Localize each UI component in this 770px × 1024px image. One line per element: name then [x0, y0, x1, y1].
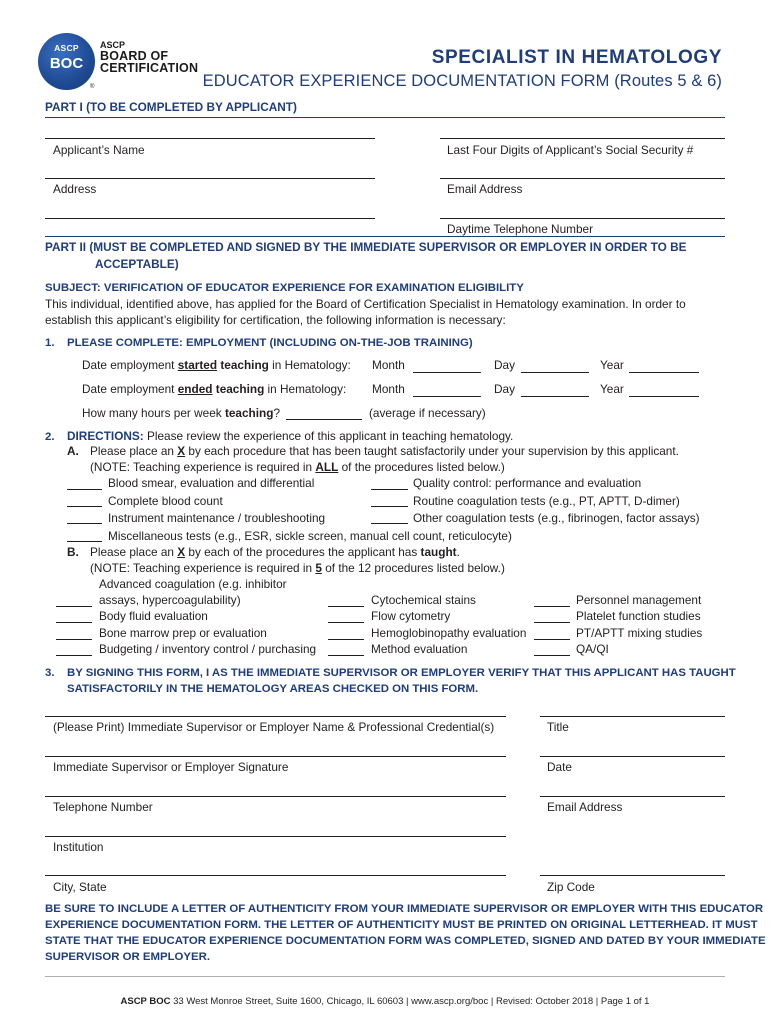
section3-text-line1: BY SIGNING THIS FORM, I AS THE IMMEDIATE SUPERVISOR OR EMPLOYER VERIFY THAT THIS APPLICANT HAS TAUGHT: [67, 667, 736, 679]
email-line[interactable]: [440, 178, 725, 179]
institution-line[interactable]: [45, 836, 506, 837]
part-b-instruction: Please place an X by each of the procedures the applicant has taught.: [90, 545, 460, 559]
subject-line: SUBJECT: VERIFICATION OF EDUCATOR EXPERIENCE FOR EXAMINATION ELIGIBILITY: [45, 282, 524, 294]
hours-per-week-label: How many hours per week teaching?: [82, 406, 281, 420]
intro-line1: This individual, identified above, has applied for the Board of Certification Specialist in Hematology examination. In order to: [45, 297, 686, 311]
institution-label: Institution: [53, 840, 104, 854]
item-blood-smear: Blood smear, evaluation and differential: [108, 476, 315, 490]
notice-line1: BE SURE TO INCLUDE A LETTER OF AUTHENTICITY FROM YOUR IMMEDIATE SUPERVISOR OR EMPLOYER WITH THIS EDUCATOR: [45, 903, 764, 915]
supervisor-name-label: (Please Print) Immediate Supervisor or Employer Name & Professional Credential(s): [53, 720, 495, 734]
started-year-label: Year: [600, 358, 624, 372]
part2-heading-line1: PART II (MUST BE COMPLETED AND SIGNED BY THE IMMEDIATE SUPERVISOR OR EMPLOYER IN ORDER TO BE: [45, 240, 687, 254]
item-pt-aptt-mixing: PT/APTT mixing studies: [576, 626, 703, 640]
part-b-note: (NOTE: Teaching experience is required in 5 of the 12 procedures listed below.): [90, 561, 505, 575]
item-personnel: Personnel management: [576, 593, 702, 607]
phone-label: Daytime Telephone Number: [447, 222, 594, 236]
check-qa-qi[interactable]: [534, 655, 570, 656]
started-day-field[interactable]: [521, 372, 589, 373]
email-label: Email Address: [447, 182, 523, 196]
section3-number: 3.: [45, 667, 55, 679]
intro-line2: establish this applicant’s eligibility for certification, the following information is necessary:: [45, 313, 506, 327]
address-line[interactable]: [45, 178, 375, 179]
date-label: Date: [547, 760, 572, 774]
check-platelet[interactable]: [534, 622, 570, 623]
part1-heading: PART I (TO BE COMPLETED BY APPLICANT): [45, 100, 297, 114]
item-method-eval: Method evaluation: [371, 642, 468, 656]
supervisor-email-label: Email Address: [547, 800, 623, 814]
part-a-note: (NOTE: Teaching experience is required in ALL of the procedures listed below.): [90, 460, 505, 474]
logo-circle: [38, 33, 95, 90]
phone-line[interactable]: [440, 218, 725, 219]
started-month-label: Month: [372, 358, 405, 372]
part2-heading-line2: ACCEPTABLE): [95, 257, 179, 271]
footer-address: 33 West Monroe Street, Suite 1600, Chicago, IL 60603 | www.ascp.org/boc | Revised: October 2018 | Page 1 of 1: [170, 996, 650, 1007]
section2-number: 2.: [45, 431, 55, 443]
check-method-eval[interactable]: [328, 655, 364, 656]
part-b-label: B.: [67, 545, 79, 559]
check-flow-cytometry[interactable]: [328, 622, 364, 623]
supervisor-email-line[interactable]: [540, 796, 725, 797]
item-advanced-coag-line1: Advanced coagulation (e.g. inhibitor: [99, 577, 287, 591]
check-hemoglobinopathy[interactable]: [328, 639, 364, 640]
item-body-fluid: Body fluid evaluation: [99, 609, 208, 623]
supervisor-title-line[interactable]: [540, 716, 725, 717]
item-qa-qi: QA/QI: [576, 642, 609, 656]
notice-line4: SUPERVISOR OR EMPLOYER.: [45, 951, 210, 963]
city-state-line[interactable]: [45, 875, 506, 876]
part1-rule: [45, 117, 725, 118]
ssn-line[interactable]: [440, 138, 725, 139]
notice-line3: STATE THAT THE EDUCATOR EXPERIENCE DOCUMENTATION FORM WAS COMPLETED, SIGNED AND DATED BY YOUR IMMEDIATE: [45, 935, 766, 947]
check-pt-aptt-mixing[interactable]: [534, 639, 570, 640]
ended-year-label: Year: [600, 382, 624, 396]
part-a-instruction: Please place an X by each procedure that has been taught satisfactorily under your supervision by this applicant.: [90, 444, 679, 458]
check-advanced-coag[interactable]: [56, 606, 92, 607]
date-line[interactable]: [540, 756, 725, 757]
logo-ascp: ASCP: [100, 40, 126, 50]
footer-org: ASCP BOC: [120, 996, 171, 1007]
average-note: (average if necessary): [369, 406, 486, 420]
signature-label: Immediate Supervisor or Employer Signature: [53, 760, 289, 774]
check-cbc[interactable]: [67, 506, 102, 507]
started-month-field[interactable]: [413, 372, 481, 373]
applicant-name-label: Applicant’s Name: [53, 143, 145, 157]
directions-line: DIRECTIONS: Please review the experience of this applicant in teaching hematology.: [67, 429, 514, 443]
item-quality-control: Quality control: performance and evaluation: [413, 476, 642, 490]
started-day-label: Day: [494, 358, 515, 372]
signature-line[interactable]: [45, 756, 506, 757]
footer: [0, 996, 770, 1007]
address-line-2[interactable]: [45, 218, 375, 219]
telephone-line[interactable]: [45, 796, 506, 797]
item-advanced-coag-line2: assays, hypercoagulability): [99, 593, 241, 607]
started-year-field[interactable]: [629, 372, 699, 373]
item-misc-tests: Miscellaneous tests (e.g., ESR, sickle screen, manual cell count, reticulocyte): [108, 529, 512, 543]
check-routine-coag[interactable]: [371, 506, 408, 507]
page-title: SPECIALIST IN HEMATOLOGY: [431, 47, 722, 68]
ssn-label: Last Four Digits of Applicant’s Social Security #: [447, 143, 694, 157]
check-budgeting[interactable]: [56, 655, 92, 656]
item-instrument: Instrument maintenance / troubleshooting: [108, 511, 326, 525]
zip-line[interactable]: [540, 875, 725, 876]
logo-circle-ascp: ASCP: [54, 43, 79, 53]
section1-number: 1.: [45, 337, 55, 349]
logo-circle-boc: BOC: [49, 55, 84, 72]
hours-per-week-field[interactable]: [286, 419, 362, 420]
check-personnel[interactable]: [534, 606, 570, 607]
item-hemoglobinopathy: Hemoglobinopathy evaluation: [371, 626, 527, 640]
footer-divider: [45, 976, 725, 977]
check-body-fluid[interactable]: [56, 622, 92, 623]
part-a-label: A.: [67, 444, 79, 458]
item-cytochemical: Cytochemical stains: [371, 593, 476, 607]
check-other-coag[interactable]: [371, 523, 408, 524]
part2-rule: [45, 236, 725, 237]
zip-label: Zip Code: [547, 880, 595, 894]
logo-board-of: BOARD OF: [100, 49, 169, 63]
item-other-coag: Other coagulation tests (e.g., fibrinogen, factor assays): [413, 511, 700, 525]
applicant-name-line[interactable]: [45, 138, 375, 139]
logo-wordmark: [100, 40, 198, 74]
logo-certification: CERTIFICATION: [100, 61, 199, 75]
check-instrument[interactable]: [67, 523, 102, 524]
item-platelet: Platelet function studies: [576, 609, 701, 623]
supervisor-title-label: Title: [547, 720, 569, 734]
check-blood-smear[interactable]: [67, 489, 102, 490]
date-started-label: Date employment started teaching in Hematology:: [82, 358, 351, 372]
supervisor-name-line[interactable]: [45, 716, 506, 717]
check-cytochemical[interactable]: [328, 606, 364, 607]
check-misc-tests[interactable]: [67, 541, 102, 542]
item-flow-cytometry: Flow cytometry: [371, 609, 451, 623]
notice-line2: EXPERIENCE DOCUMENTATION FORM. THE LETTER OF AUTHENTICITY MUST BE PRINTED ON ORIGINAL LETTERHEAD. IT MUST: [45, 919, 758, 931]
item-routine-coag: Routine coagulation tests (e.g., PT, APTT, D-dimer): [413, 494, 680, 508]
item-budgeting: Budgeting / inventory control / purchasing: [99, 642, 317, 656]
ended-day-field[interactable]: [521, 396, 589, 397]
telephone-label: Telephone Number: [53, 800, 153, 814]
registered-mark: ®: [90, 84, 95, 90]
ended-day-label: Day: [494, 382, 515, 396]
check-quality-control[interactable]: [371, 489, 408, 490]
section1-heading: PLEASE COMPLETE: EMPLOYMENT (INCLUDING ON-THE-JOB TRAINING): [67, 337, 473, 349]
ended-year-field[interactable]: [629, 396, 699, 397]
item-bone-marrow: Bone marrow prep or evaluation: [99, 626, 267, 640]
ended-month-field[interactable]: [413, 396, 481, 397]
date-ended-label: Date employment ended teaching in Hematology:: [82, 382, 347, 396]
check-bone-marrow[interactable]: [56, 639, 92, 640]
ended-month-label: Month: [372, 382, 405, 396]
city-state-label: City, State: [53, 880, 107, 894]
section3-text-line2: SATISFACTORILY IN THE HEMATOLOGY AREAS CHECKED ON THIS FORM.: [67, 683, 479, 695]
item-cbc: Complete blood count: [108, 494, 223, 508]
page-subtitle: EDUCATOR EXPERIENCE DOCUMENTATION FORM (Routes 5 & 6): [202, 72, 722, 90]
address-label: Address: [53, 182, 97, 196]
